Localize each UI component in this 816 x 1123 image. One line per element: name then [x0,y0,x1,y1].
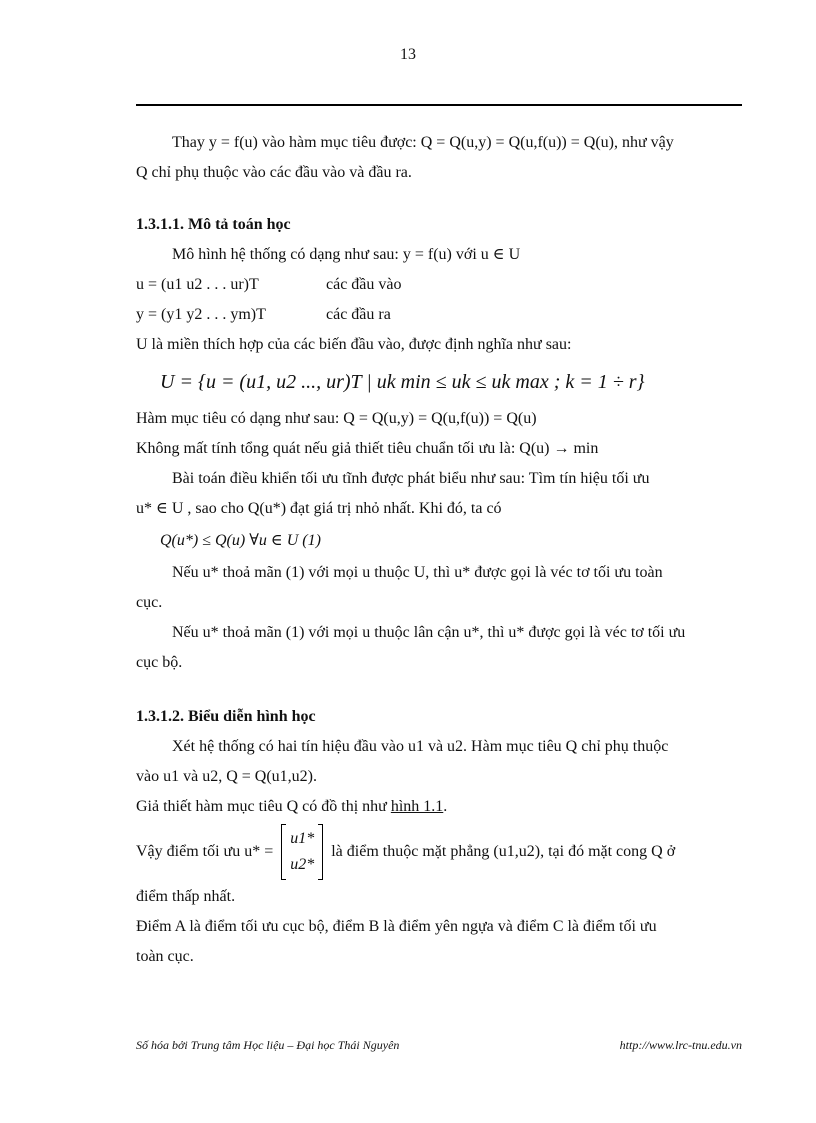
global-optimum-line2: cục. [136,594,163,611]
optimality-inequality: Q(u*) ≤ Q(u) ∀u ∈ U (1) [160,532,321,549]
section-heading-2: 1.3.1.2. Biểu diễn hình học [136,708,316,725]
optimum-vector-prefix: Vậy điểm tối ưu u* = [136,843,274,860]
geometry-paragraph-line2: vào u1 và u2, Q = Q(u1,u2). [136,768,317,785]
model-statement: Mô hình hệ thống có dạng như sau: y = f(u) với u ∈ U [172,246,521,263]
graph-assumption [136,792,742,822]
geometry-paragraph-line1: Xét hệ thống có hai tín hiệu đầu vào u1 và u2. Hàm mục tiêu Q chỉ phụ thuộc [172,738,669,755]
local-optimum-line1: Nếu u* thoả mãn (1) với mọi u thuộc lân cận u*, thì u* được gọi là véc tơ tối ưu [172,624,686,641]
lowest-point-text: điểm thấp nhất. [136,888,236,905]
figure-link[interactable]: hình 1.1 [390,798,444,815]
problem-statement-line1: Bài toán điều khiển tối ưu tĩnh được phát biểu như sau: Tìm tín hiệu tối ưu [172,470,650,487]
page-number: 13 [400,46,416,63]
optimum-vector-suffix: là điểm thuộc mặt phẳng (u1,u2), tại đó mặt cong Q ở [331,843,676,860]
points-description-line1: Điểm A là điểm tối ưu cục bộ, điểm B là điểm yên ngựa và điểm C là điểm tối ưu [136,918,657,935]
section-heading-1: 1.3.1.1. Mô tả toán học [136,216,291,233]
input-vector-formula: u = (u1 u2 . . . ur)T [136,276,259,293]
domain-text: U là miền thích hợp của các biến đầu vào, được định nghĩa như sau: [136,336,572,353]
objective-statement: Hàm mục tiêu có dạng như sau: Q = Q(u,y) = Q(u,f(u)) = Q(u) [136,410,537,427]
matrix-entry-bottom: u2* [290,856,315,873]
footer-source: Số hóa bởi Trung tâm Học liệu – Đại học Thái Nguyên [136,1038,400,1052]
domain-equation: U = {u = (u1, u2 ..., ur)T | uk min ≤ uk ≤ uk max ; k = 1 ÷ r} [160,371,645,393]
header-rule [136,104,742,106]
optimum-vector-matrix [281,824,323,880]
intro-paragraph-line1: Thay y = f(u) vào hàm mục tiêu được: Q = Q(u,y) = Q(u,f(u)) = Q(u), như vậy [172,134,674,151]
graph-assumption-prefix: Giả thiết hàm mục tiêu Q có đồ thị như [136,798,391,815]
output-vector-definition [136,300,742,330]
matrix-entry-top: u1* [290,830,315,847]
input-vector-description: các đầu vào [326,276,402,293]
problem-statement-line2: u* ∈ U , sao cho Q(u*) đạt giá trị nhỏ nhất. Khi đó, ta có [136,500,502,517]
footer-url[interactable]: http://www.lrc-tnu.edu.vn [619,1038,742,1052]
local-optimum-line2: cục bộ. [136,654,183,671]
optimum-vector-row [136,824,742,880]
points-description-line2: toàn cục. [136,948,194,965]
page-footer [136,1038,742,1053]
global-optimum-line1: Nếu u* thoả mãn (1) với mọi u thuộc U, thì u* được gọi là véc tơ tối ưu toàn [172,564,663,581]
input-vector-definition [136,270,742,300]
graph-assumption-suffix: . [443,798,448,815]
criterion-statement: Không mất tính tổng quát nếu giả thiết tiêu chuẩn tối ưu là: Q(u) → min [136,440,599,457]
document-body [136,128,742,972]
output-vector-description: các đầu ra [326,306,391,323]
intro-paragraph-line2: Q chỉ phụ thuộc vào các đầu vào và đầu ra. [136,164,412,181]
output-vector-formula: y = (y1 y2 . . . ym)T [136,306,266,323]
